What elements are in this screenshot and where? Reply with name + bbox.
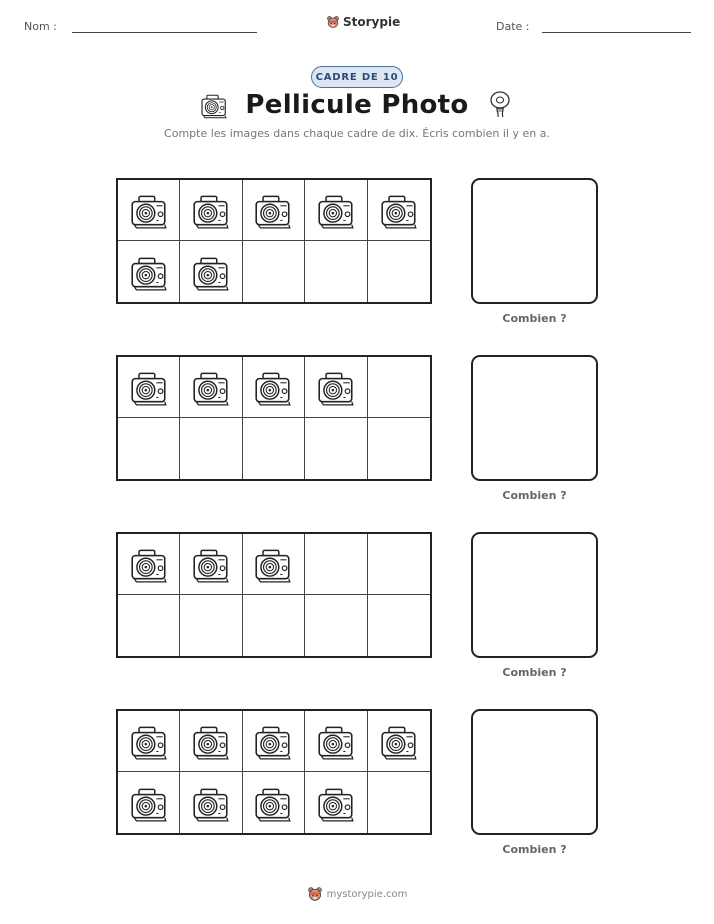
frame-cell <box>368 534 430 595</box>
frame-cell <box>180 595 242 656</box>
name-line[interactable] <box>72 32 257 33</box>
instructions: Compte les images dans chaque cadre de dix. Écris combien il y en a. <box>164 127 550 140</box>
ten-frame-2 <box>116 355 432 481</box>
frame-cell <box>243 418 305 479</box>
camera-icon <box>315 782 357 824</box>
frame-cell <box>243 772 305 833</box>
frame-cell <box>118 711 180 772</box>
frame-cell <box>305 772 367 833</box>
frame-cell <box>180 534 242 595</box>
ten-frame-3 <box>116 532 432 658</box>
frame-cell <box>118 772 180 833</box>
frame-cell <box>305 241 367 302</box>
camera-icon <box>252 366 294 408</box>
frame-cell <box>368 595 430 656</box>
frame-cell <box>243 595 305 656</box>
answer-prompt: Combien ? <box>502 666 567 679</box>
camera-icon <box>190 366 232 408</box>
frame-cell <box>305 595 367 656</box>
frame-cell <box>243 180 305 241</box>
film-roll-icon <box>485 90 515 120</box>
camera-icon <box>315 366 357 408</box>
frame-cell <box>180 772 242 833</box>
frame-cell <box>118 595 180 656</box>
answer-box-3[interactable] <box>471 532 598 658</box>
camera-icon <box>252 720 294 762</box>
date-line[interactable] <box>542 32 691 33</box>
page-title: Pellicule Photo <box>245 90 469 120</box>
frame-cell <box>305 534 367 595</box>
frame-cell <box>243 357 305 418</box>
name-label: Nom : <box>24 20 57 33</box>
frame-cell <box>305 357 367 418</box>
frame-cell <box>305 418 367 479</box>
answer-prompt: Combien ? <box>502 843 567 856</box>
frame-cell <box>368 711 430 772</box>
frame-cell <box>368 418 430 479</box>
camera-icon <box>128 543 170 585</box>
frame-cell <box>243 241 305 302</box>
camera-icon <box>190 251 232 293</box>
frame-cell <box>180 180 242 241</box>
frame-cell <box>368 241 430 302</box>
frame-cell <box>305 711 367 772</box>
frame-cell <box>180 241 242 302</box>
frame-cell <box>243 534 305 595</box>
frame-cell <box>118 418 180 479</box>
frame-cell <box>243 711 305 772</box>
answer-box-4[interactable] <box>471 709 598 835</box>
camera-icon <box>199 90 229 120</box>
footer <box>0 885 714 903</box>
camera-icon <box>378 189 420 231</box>
frame-cell <box>118 180 180 241</box>
camera-icon <box>128 720 170 762</box>
frame-cell <box>180 357 242 418</box>
frame-cell <box>180 418 242 479</box>
frame-cell <box>305 180 367 241</box>
frame-cell <box>118 241 180 302</box>
camera-icon <box>315 720 357 762</box>
camera-icon <box>128 366 170 408</box>
ten-frame-1 <box>116 178 432 304</box>
answer-box-1[interactable] <box>471 178 598 304</box>
frame-cell <box>368 180 430 241</box>
answer-prompt: Combien ? <box>502 312 567 325</box>
bear-logo-icon <box>307 885 323 903</box>
camera-icon <box>190 782 232 824</box>
answer-prompt: Combien ? <box>502 489 567 502</box>
camera-icon <box>252 782 294 824</box>
frame-cell <box>180 711 242 772</box>
frame-cell <box>368 772 430 833</box>
frame-cell <box>368 357 430 418</box>
camera-icon <box>252 189 294 231</box>
camera-icon <box>128 189 170 231</box>
brand-logo <box>326 14 400 30</box>
frame-cell <box>118 534 180 595</box>
camera-icon <box>378 720 420 762</box>
camera-icon <box>190 189 232 231</box>
bear-logo-icon <box>326 14 340 30</box>
brand-name: Storypie <box>343 15 401 29</box>
worksheet-title <box>0 90 714 120</box>
answer-box-2[interactable] <box>471 355 598 481</box>
camera-icon <box>128 782 170 824</box>
frame-type-badge: CADRE DE 10 <box>311 66 403 88</box>
ten-frame-4 <box>116 709 432 835</box>
date-label: Date : <box>496 20 530 33</box>
camera-icon <box>252 543 294 585</box>
camera-icon <box>190 720 232 762</box>
camera-icon <box>190 543 232 585</box>
frame-cell <box>118 357 180 418</box>
camera-icon <box>128 251 170 293</box>
camera-icon <box>315 189 357 231</box>
footer-url[interactable]: mystorypie.com <box>326 888 408 900</box>
